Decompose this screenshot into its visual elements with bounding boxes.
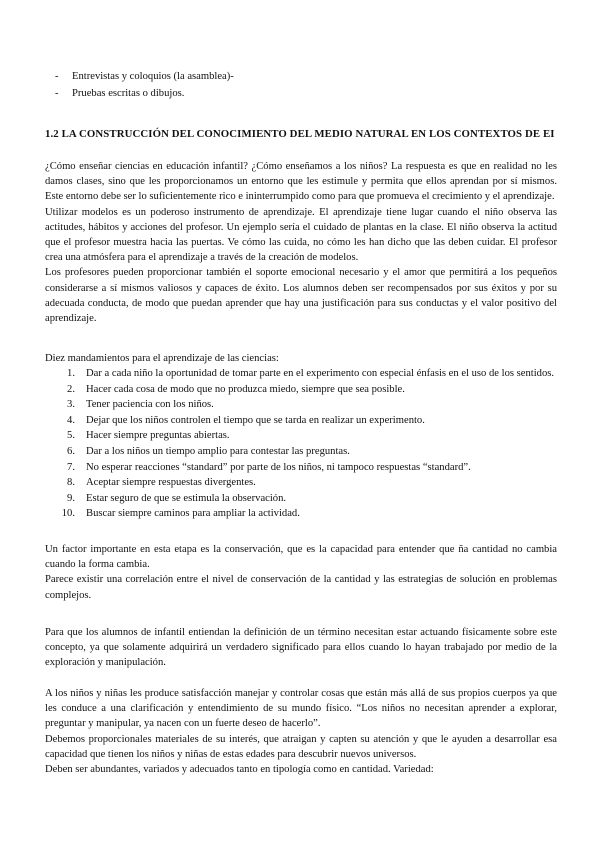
paragraph-materiales: Debemos proporcionales materiales de su interés, que atraigan y capten su atención y que le ayuden a desarrollar esa capacidad que tienen los niños y niñas de estas edades para descubrir nuevos universos. [45,733,557,760]
list-item-text: Hacer cada cosa de modo que no produzca miedo, siempre que sea posible. [86,383,405,395]
list-item [48,85,548,102]
mandamientos-intro-block [45,351,557,366]
list-number: 7. [67,461,75,473]
list-number: 4. [67,414,75,426]
list-number: 10. [61,508,75,520]
list-number: 3. [67,399,75,411]
list-item [45,460,557,475]
mandamientos-intro: Diez mandamientos para el aprendizaje de las ciencias: [45,353,279,364]
list-item-text: Estar seguro de que se estimula la observación. [86,492,287,504]
list-item-text: Entrevistas y coloquios (la asamblea)- [72,70,234,82]
list-item [45,506,557,521]
list-number: 9. [67,492,75,504]
list-item [45,382,557,397]
list-item-text: Dar a los niños un tiempo amplio para contestar las preguntas. [86,445,350,457]
list-item [45,428,557,443]
definicion-block [45,625,557,671]
list-number: 6. [67,445,75,457]
paragraph-satisfaccion: A los niños y niñas les produce satisfacción manejar y controlar cosas que están más allá de sus propios cuerpos ya que les conduce a una clarificación y entendimiento de su mundo físico. “Los niños no necesitan aprender a explorar, preguntar y manipular, ya nacen con un fuerte deseo de hacerlo”. [45,688,557,730]
satisfaccion-block [45,686,557,777]
bullet-list-evaluacion [48,68,548,102]
list-item [45,413,557,428]
list-item [45,444,557,459]
list-item [45,491,557,506]
paragraph-modelos: Utilizar modelos es un poderoso instrumento de aprendizaje. El aprendizaje tiene lugar cuando el niño observa las actitudes, hábitos y acciones del profesor. Un ejemplo sería el cuidado de plantas en la clase. El niño observa la actitud que el profesor muestra hacia las puertas. Ve cómo las cuida, no cómo les han dicho que las deben cuidar. El profesor crea una atmósfera para el aprendizaje a través de la creación de modelos. [45,206,557,264]
list-item-text: Pruebas escritas o dibujos. [72,87,185,99]
paragraph-definicion: Para que los alumnos de infantil entiendan la definición de un término necesitan estar actuando físicamente sobre este concepto, ya que solamente adquirirá un verdadero significado para ellos cuando lo hayan trabajado por medio de la exploración y manipulación. [45,627,557,669]
list-item-text: Hacer siempre preguntas abiertas. [86,430,230,442]
list-item [45,475,557,490]
list-item-text: Aceptar siempre respuestas divergentes. [86,477,256,489]
list-item [45,397,557,412]
paragraph-conservacion: Un factor importante en esta etapa es la conservación, que es la capacidad para entender que ña cantidad no cambia cuando la forma cambia. [45,544,557,571]
conservacion-block [45,542,557,603]
list-item-text: Buscar siempre caminos para ampliar la actividad. [86,508,300,520]
paragraph-abundantes: Deben ser abundantes, variados y adecuados tanto en tipología como en cantidad. Variedad: [45,764,434,776]
list-item [45,366,557,381]
list-number: 8. [67,477,75,489]
section-heading: 1.2 LA CONSTRUCCIÓN DEL CONOCIMIENTO DEL MEDIO NATURAL EN LOS CONTEXTOS DE EI [45,128,555,140]
mandamientos-list [45,366,557,522]
list-item-text: Tener paciencia con los niños. [86,399,214,411]
section-body [45,159,557,326]
paragraph-ensenar-ciencias: ¿Cómo enseñar ciencias en educación infantil? ¿Cómo enseñamos a los niños? La respuesta es que en realidad no les damos clases, sino que les proporcionamos un entorno que les estimule y permita que ellos aprendan por sí mismos. Este entorno debe ser lo suficientemente rico e ininterrumpido como para que promueva el crecimiento y el aprendizaje. [45,161,557,203]
paragraph-profesores: Los profesores pueden proporcionar también el soporte emocional necesario y el amor que permitirá a los pequeños considerarse a sí mismos valiosos y capaces de éxito. Los alumnos deben ser recompensados por sus éxitos y por su adecuada conducta, de modo que puedan aprender que hay una justificación para sus conductas y el valor positivo del aprendizaje. [45,267,557,325]
list-number: 5. [67,430,75,442]
list-number: 1. [67,368,75,379]
list-item [48,68,548,85]
list-item-text: Dar a cada niño la oportunidad de tomar parte en el experimento con especial énfasis en el uso de los sentidos. [86,368,555,379]
list-item-text: No esperar reacciones “standard” por parte de los niños, ni tampoco respuestas “standard”. [86,461,471,473]
paragraph-correlacion: Parece existir una correlación entre el nivel de conservación de la cantidad y las estrategias de solución en problemas complejos. [45,574,557,601]
list-number: 2. [67,383,75,395]
list-item-text: Dejar que los niños controlen el tiempo que se tarda en realizar un experimento. [86,414,425,426]
list-dash: - [55,87,59,99]
list-dash: - [55,70,59,82]
